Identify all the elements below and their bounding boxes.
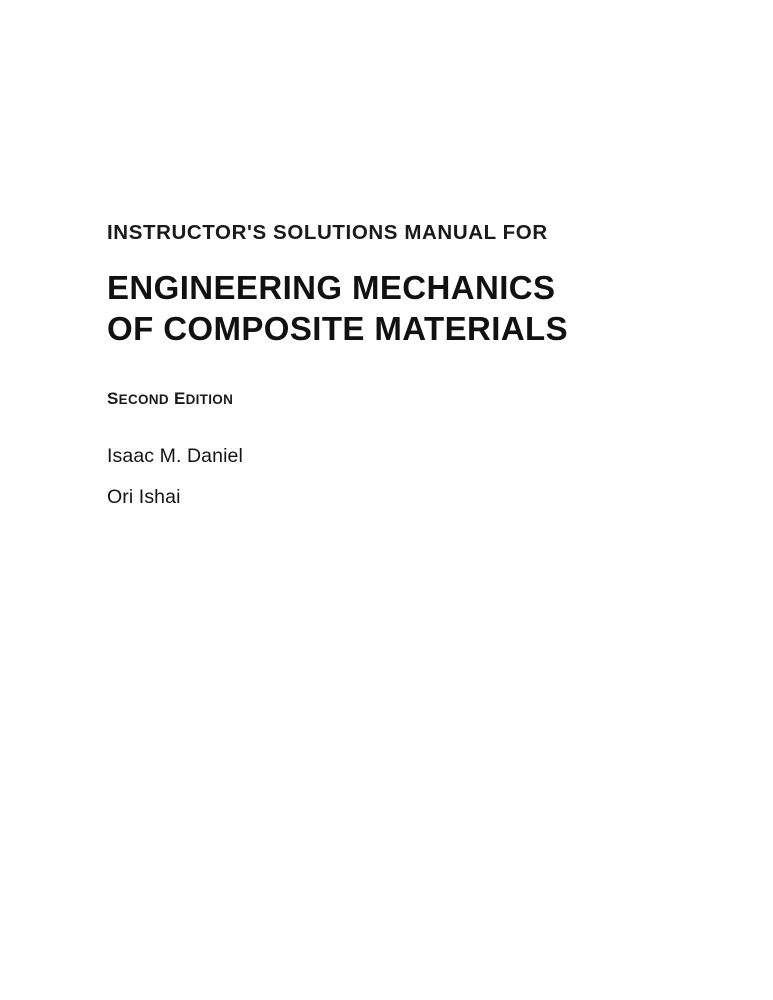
book-title-line-1: ENGINEERING MECHANICS	[107, 268, 556, 306]
author-name: Ori Ishai	[107, 485, 181, 508]
manual-label: INSTRUCTOR'S SOLUTIONS MANUAL FOR	[107, 221, 548, 244]
page-title	[107, 267, 667, 350]
title-block	[107, 222, 667, 528]
book-title-line-2: OF COMPOSITE MATERIALS	[107, 309, 569, 347]
author-name: Isaac M. Daniel	[107, 445, 243, 468]
edition-second-rest: ECOND	[118, 392, 169, 408]
author-list	[107, 447, 667, 507]
edition-label	[107, 389, 667, 409]
edition-second-initial: S	[107, 389, 119, 409]
edition-edition-rest: DITION	[185, 392, 234, 408]
edition-edition-initial: E	[173, 389, 186, 409]
